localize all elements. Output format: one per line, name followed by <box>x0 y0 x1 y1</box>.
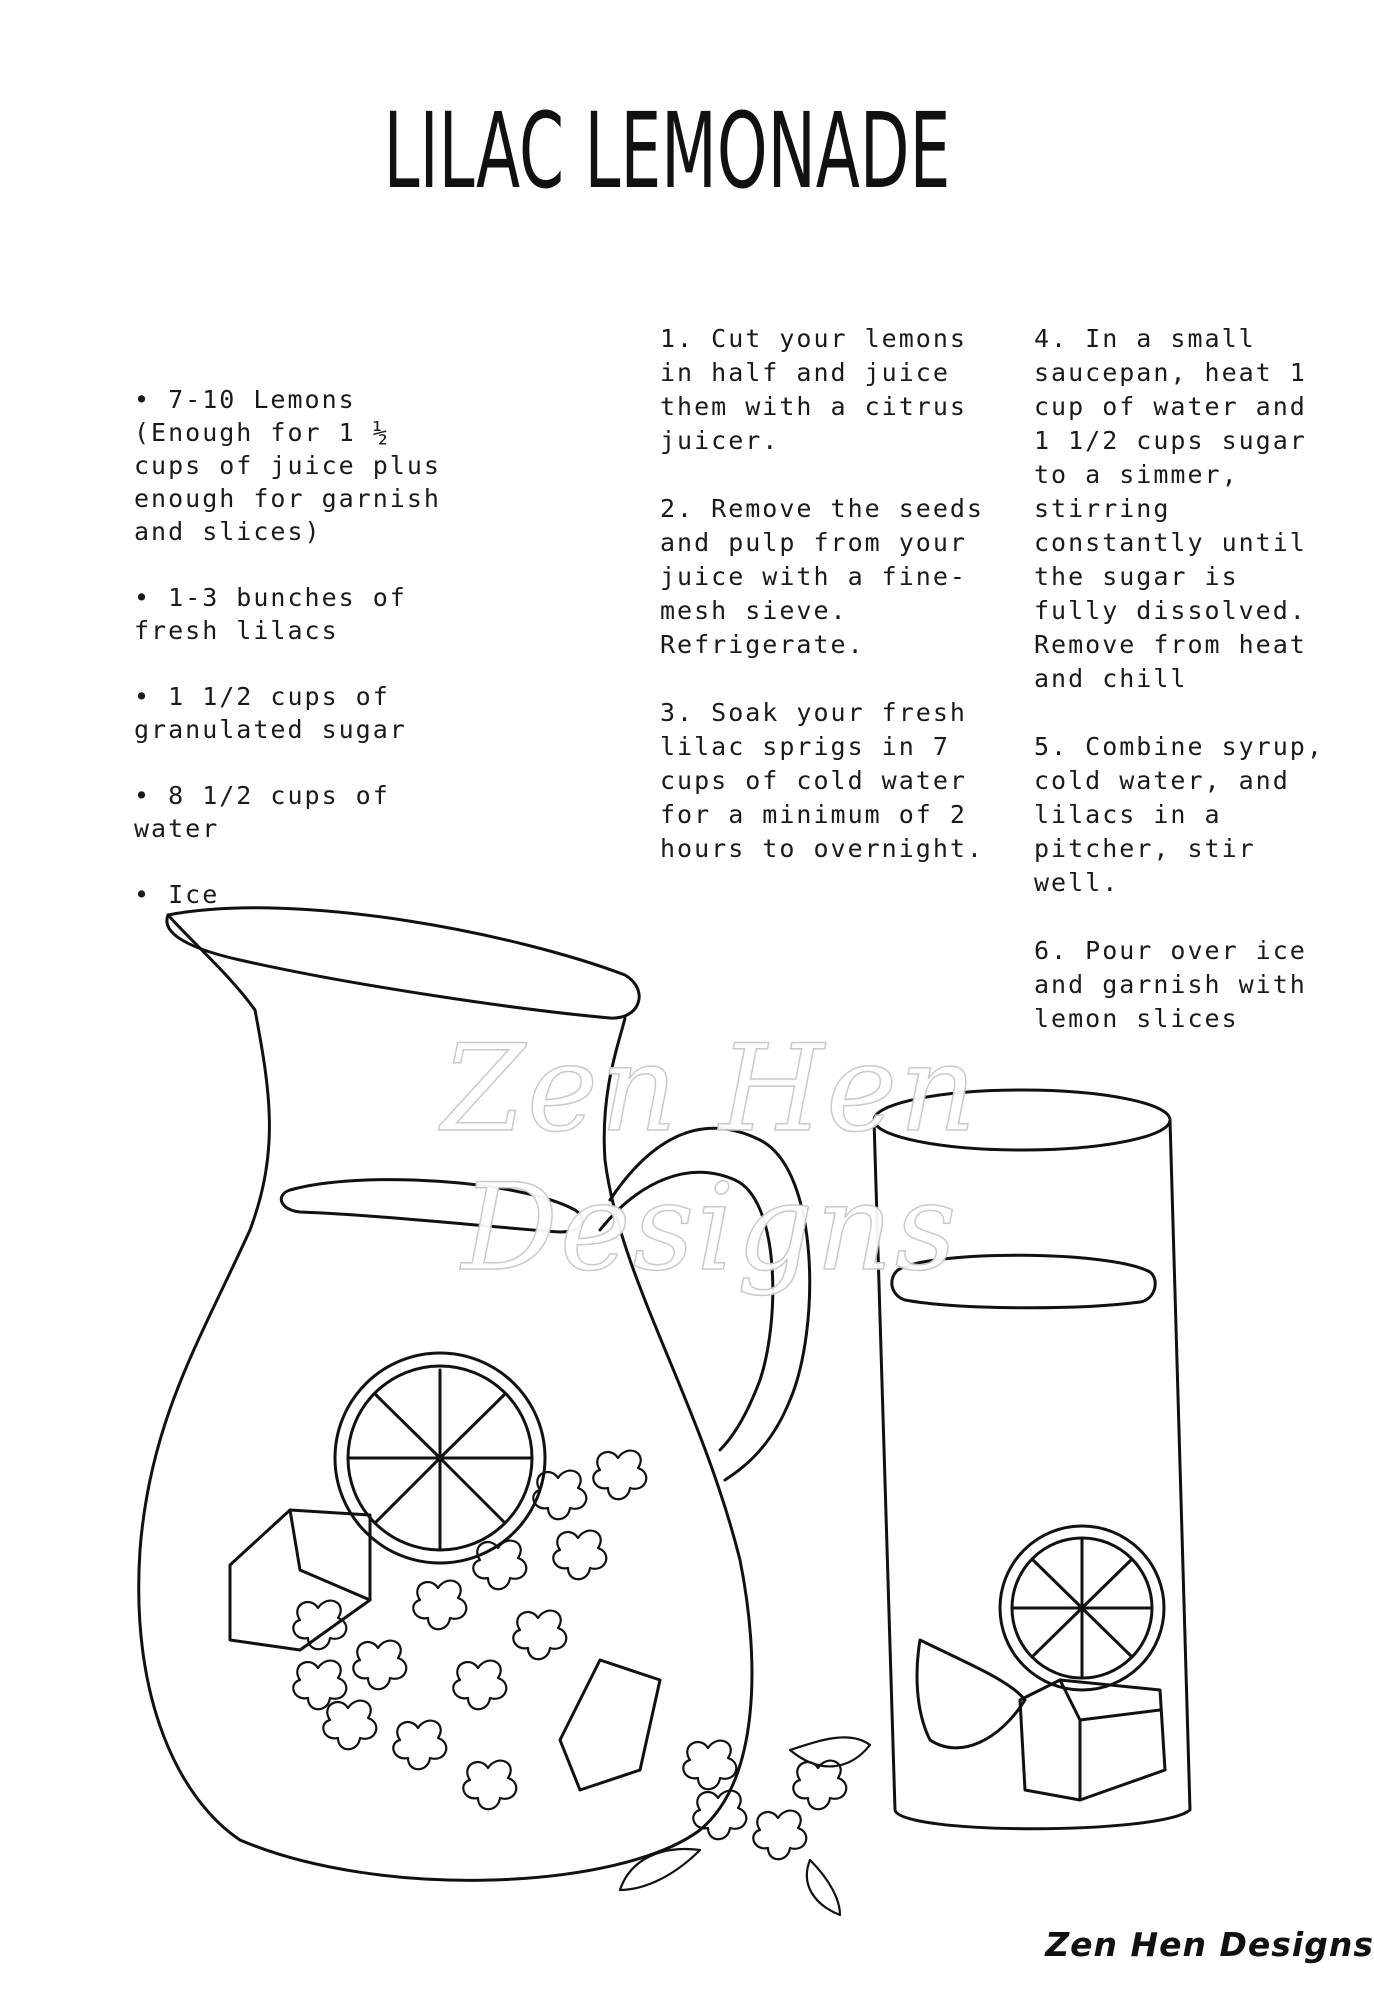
step-item: 2. Remove the seeds and pulp from your juice with a fine-mesh sieve. Refrigerate. <box>660 494 984 659</box>
step-item: 1. Cut your lemons in half and juice them with a citrus juicer. <box>660 324 967 455</box>
page-title: LILAC LEMONADE <box>383 90 951 212</box>
step-item: 6. Pour over ice and garnish with lemon slices <box>1034 936 1307 1033</box>
ingredient-item: • 1-3 bunches of fresh lilacs <box>134 583 407 645</box>
lilac-sprig-drawing <box>620 1737 870 1915</box>
step-item: 3. Soak your fresh lilac sprigs in 7 cups of cold water for a minimum of 2 hours to overnight. <box>660 698 984 863</box>
step-item: 4. In a small saucepan, heat 1 cup of water and 1 1/2 cups sugar to a simmer, stirring constantly until the sugar is fully dissolved. Remove from heat and chill <box>1034 324 1307 693</box>
signature-text: Zen Hen Designs <box>1045 1925 1374 1964</box>
step-item: 5. Combine syrup, cold water, and lilacs in a pitcher, stir well. <box>1034 732 1324 897</box>
ingredient-item: • 7-10 Lemons (Enough for 1 ½ cups of juice plus enough for garnish and slices) <box>134 385 441 546</box>
ingredient-item: • Ice <box>134 880 220 909</box>
ingredient-item: • 8 1/2 cups of water <box>134 781 390 843</box>
watermark-text: Zen Hen Designs <box>441 1020 979 1298</box>
ingredient-item: • 1 1/2 cups of granulated sugar <box>134 682 407 744</box>
